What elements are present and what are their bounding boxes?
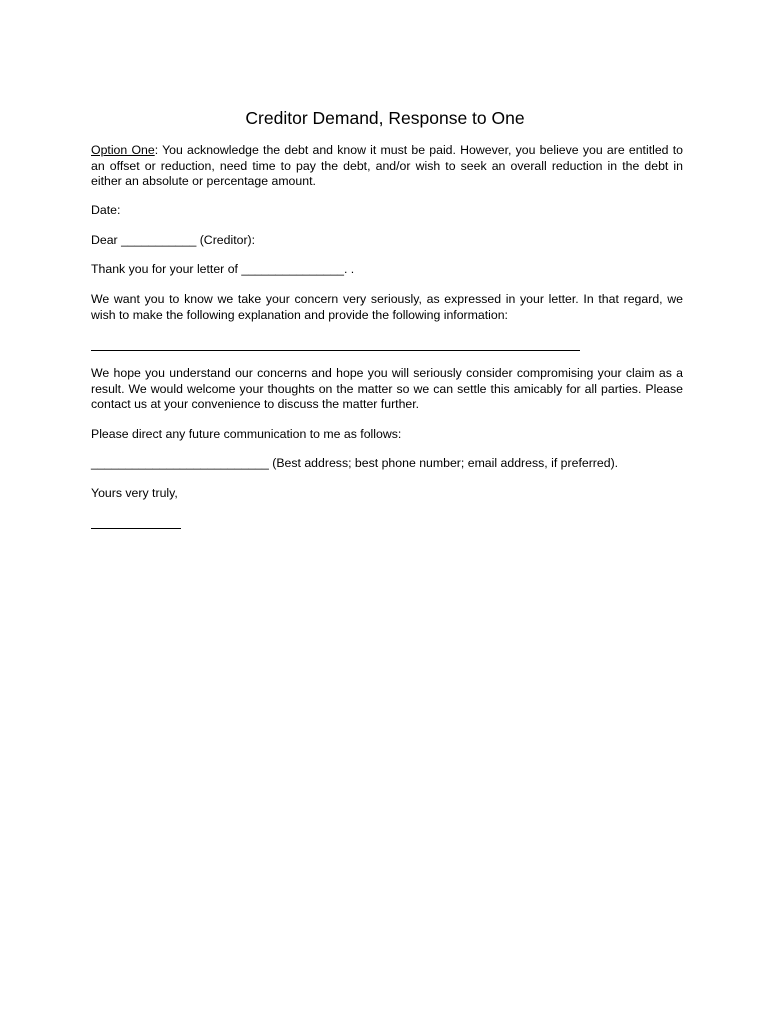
closing-line: Yours very truly, [91,486,178,500]
salutation: Dear ___________ (Creditor): [91,233,256,247]
address-line: __________________________ (Best address; best phone number; email address, if preferred). [91,456,619,470]
hope-paragraph: We hope you understand our concerns and hope you will seriously consider compromising your claim as a result. We would welcome your thoughts on the matter so we can settle this amicably for all parties. Please contact us at your convenience to discuss the matter further. [91,366,683,411]
document-title: Creditor Demand, Response to One [245,108,525,128]
option-text: : You acknowledge the debt and know it must be paid. However, you believe you are entitled to an offset or reduction, need time to pay the debt, and/or wish to seek an overall reduction in the debt in either an absolute or percentage amount. [91,143,683,188]
option-paragraph [91,143,683,190]
direct-communication-line: Please direct any future communication to me as follows: [91,427,402,441]
signature-line [91,528,181,529]
date-line: Date: [91,203,121,217]
option-label: Option One [91,143,155,157]
concern-paragraph: We want you to know we take your concern very seriously, as expressed in your letter. In that regard, we wish to make the following explanation and provide the following information: [91,292,683,322]
thanks-line: Thank you for your letter of _______________. . [91,262,355,276]
explanation-blank-line [91,350,580,351]
